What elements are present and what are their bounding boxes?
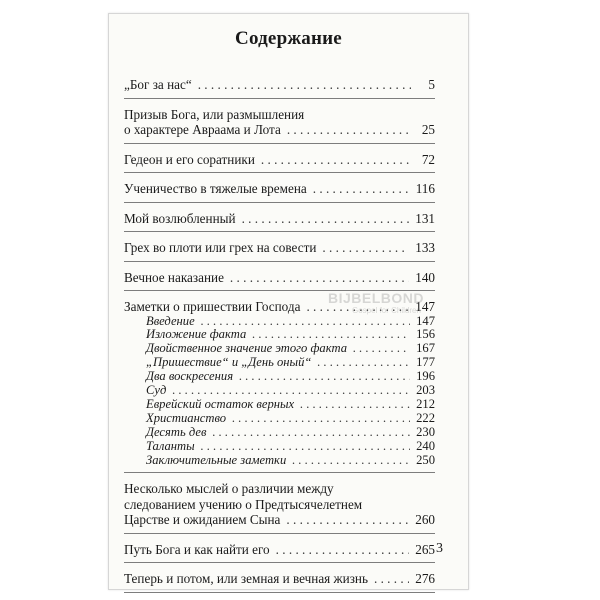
- dot-leader: [322, 240, 409, 256]
- toc-subentry-title: Два воскресения: [146, 369, 234, 384]
- toc-title: Царстве и ожиданием Сына: [124, 512, 281, 528]
- toc-page-number: 167: [416, 341, 435, 356]
- dot-leader: [239, 370, 410, 384]
- toc-title: Призыв Бога, или размышления: [124, 106, 305, 122]
- toc-page-number: 147: [415, 299, 435, 314]
- dot-leader: [276, 542, 410, 558]
- toc-line: [124, 107, 435, 123]
- toc-page-number: 260: [415, 512, 435, 528]
- toc-line: [124, 77, 435, 93]
- toc-line: [124, 481, 435, 497]
- toc-subentry-title: Изложение факта: [146, 327, 247, 342]
- dot-leader: [313, 181, 410, 197]
- toc-page-number: 203: [416, 383, 435, 398]
- toc-subentry: [124, 384, 435, 398]
- toc-entry: [124, 203, 435, 233]
- toc-title: о характере Авраама и Лота: [124, 122, 281, 137]
- toc-subentry: [124, 412, 435, 426]
- toc-subentry-title: Заключительные заметки: [146, 452, 287, 467]
- toc-title: Ученичество в тяжелые времена: [124, 181, 307, 196]
- toc-subentry-title: „Пришествие“ и „День оный“: [146, 355, 312, 370]
- toc-page-number: 240: [416, 438, 435, 453]
- toc-subentry-title: Введение: [146, 313, 195, 328]
- toc-page-number: 140: [415, 269, 435, 285]
- toc-page-number: 250: [416, 452, 435, 467]
- toc-entry: [124, 232, 435, 262]
- toc-page-number: 196: [416, 369, 435, 384]
- page-number: 3: [436, 541, 443, 556]
- toc-page-number: 156: [416, 327, 435, 342]
- toc-subentry-title: Таланты: [146, 438, 195, 453]
- toc-page-number: 116: [415, 181, 435, 196]
- dot-leader: [212, 426, 410, 440]
- toc-entry: [124, 534, 435, 564]
- toc-subentry-title: Десять дев: [146, 424, 207, 439]
- toc-page-number: 133: [415, 240, 435, 255]
- toc-subentry: [124, 426, 435, 440]
- toc-title: „Бог за нас“: [124, 77, 192, 92]
- toc-page-number: 177: [416, 355, 435, 370]
- toc-page-number: 25: [421, 122, 435, 137]
- toc-entry: [124, 473, 435, 534]
- toc-line: [124, 122, 435, 138]
- watermark-logo: [328, 290, 448, 320]
- toc-line: [124, 240, 435, 256]
- toc-subentry: [124, 440, 435, 454]
- toc-title: Вечное наказание: [124, 269, 224, 285]
- toc-title: Грех во плоти или грех на совести: [124, 240, 317, 255]
- toc-line: [124, 211, 435, 227]
- toc-page-number: 230: [416, 424, 435, 439]
- toc-title: Теперь и потом, или земная и вечная жизнь: [124, 571, 368, 587]
- toc-title: Несколько мыслей о различии между: [124, 481, 334, 497]
- toc-title: Мой возлюбленный: [124, 210, 236, 226]
- toc-title: Гедеон и его соратники: [124, 151, 255, 167]
- dot-leader: [300, 398, 410, 412]
- table-of-contents: [124, 66, 435, 593]
- toc-subentry: [124, 370, 435, 384]
- toc-line: [124, 152, 435, 168]
- dot-leader: [261, 152, 411, 168]
- dot-leader: [286, 512, 409, 528]
- toc-line: [124, 571, 435, 587]
- toc-title: Заметки о пришествии Господа: [124, 299, 301, 314]
- toc-page-number: 72: [421, 151, 435, 167]
- toc-line: [124, 512, 435, 528]
- toc-page-number: 265: [415, 541, 435, 557]
- toc-page-number: 147: [416, 313, 435, 328]
- toc-entry: [124, 173, 435, 203]
- dot-leader: [242, 211, 410, 227]
- toc-subentry: [124, 398, 435, 412]
- toc-line: [124, 270, 435, 286]
- toc-line: [124, 181, 435, 197]
- toc-entry: [124, 563, 435, 593]
- watermark-subtitle: Gospel for Children: [352, 306, 421, 315]
- dot-leader: [287, 122, 411, 138]
- dot-leader: [353, 342, 410, 356]
- toc-page-number: 212: [416, 396, 435, 411]
- dot-leader: [232, 412, 410, 426]
- toc-subentry-title: Двойственное значение этого факта: [146, 341, 347, 356]
- watermark-brand: BIJBELBOND: [328, 290, 425, 306]
- toc-subentry-title: Христианство: [146, 410, 227, 425]
- toc-subentry-title: Еврейский остаток верных: [146, 396, 295, 411]
- toc-subentry-title: Суд: [146, 383, 167, 398]
- dot-leader: [317, 356, 410, 370]
- toc-title: следованием учению о Предтысячелетнем: [124, 496, 363, 512]
- toc-page-number: 222: [416, 410, 435, 425]
- dot-leader: [198, 77, 411, 93]
- page-title: Содержание: [235, 28, 342, 49]
- toc-entry: [124, 66, 435, 99]
- toc-entry: [124, 262, 435, 292]
- toc-title: Путь Бога и как найти его: [124, 541, 270, 557]
- toc-entry: [124, 144, 435, 174]
- toc-page-number: 5: [428, 77, 435, 92]
- dot-leader: [172, 384, 410, 398]
- toc-page-number: 131: [415, 210, 435, 226]
- dot-leader: [252, 328, 410, 342]
- toc-subentry: [124, 328, 435, 342]
- toc-line: [124, 497, 435, 513]
- dot-leader: [292, 454, 410, 468]
- toc-page-number: 276: [415, 571, 435, 587]
- dot-leader: [201, 440, 410, 454]
- dot-leader: [374, 571, 409, 587]
- toc-entry: [124, 99, 435, 144]
- toc-line: [124, 542, 435, 558]
- dot-leader: [230, 270, 409, 286]
- toc-subentry: [124, 342, 435, 356]
- toc-subentry: [124, 454, 435, 468]
- toc-subentry: [124, 356, 435, 370]
